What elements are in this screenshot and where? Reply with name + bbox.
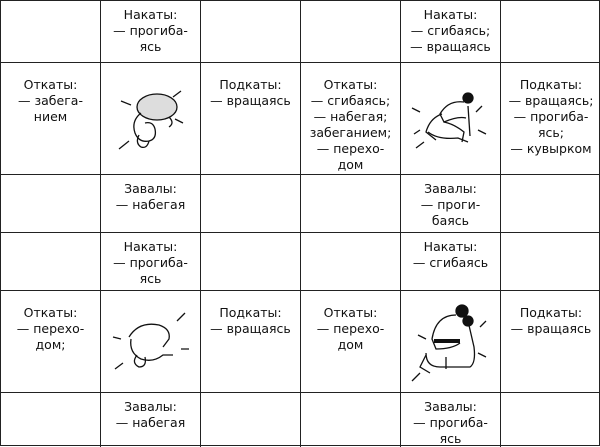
- figure-cell: [101, 63, 201, 175]
- wrestlers-top-figure: [406, 297, 496, 387]
- cell-text: Завалы: — проги- баясь: [420, 181, 481, 228]
- wrestlers-par-terre-figure: [406, 84, 496, 154]
- wrestler-rolled-figure: [111, 79, 191, 159]
- text-cell: [301, 63, 401, 175]
- text-cell: [401, 175, 501, 233]
- empty-cell: [301, 393, 401, 447]
- empty-cell: [1, 393, 101, 447]
- text-cell: [401, 233, 501, 291]
- cell-text: Подкаты: — вращаясь; — прогиба- ясь; — кувырком: [508, 77, 594, 156]
- figure-cell: [401, 291, 501, 393]
- cell-text: Подкаты: — вращаясь: [210, 305, 291, 336]
- text-cell: [101, 393, 201, 447]
- empty-cell: [501, 1, 600, 63]
- cell-text: Подкаты: — вращаясь: [510, 305, 592, 336]
- cell-text: Накаты: — прогиба- ясь: [113, 7, 188, 54]
- text-cell: [101, 1, 201, 63]
- empty-cell: [201, 393, 301, 447]
- cell-text: Завалы: — набегая: [115, 399, 186, 430]
- empty-cell: [301, 233, 401, 291]
- cell-text: Подкаты: — вращаясь: [210, 77, 291, 108]
- text-cell: [301, 291, 401, 393]
- cell-text: Накаты: — прогиба- ясь: [113, 239, 188, 286]
- empty-cell: [501, 233, 600, 291]
- text-cell: [101, 233, 201, 291]
- text-cell: [1, 63, 101, 175]
- figure-cell: [101, 291, 201, 393]
- cell-text: Откаты: — перехо- дом: [316, 305, 385, 352]
- cell-text: Откаты: — забега- нием: [18, 77, 83, 124]
- empty-cell: [301, 175, 401, 233]
- text-cell: [401, 1, 501, 63]
- text-cell: [201, 63, 301, 175]
- text-cell: [501, 63, 600, 175]
- cell-text: Завалы: — прогиба- ясь: [413, 399, 488, 446]
- text-cell: [101, 175, 201, 233]
- cell-text: Завалы: — набегая: [115, 181, 186, 212]
- empty-cell: [1, 175, 101, 233]
- wrestlers-ground-figure: [111, 307, 191, 377]
- cell-text: Накаты: — сгибаясь; — вращаясь: [410, 7, 491, 54]
- cell-text: Откаты: — перехо- дом;: [16, 305, 85, 352]
- empty-cell: [1, 1, 101, 63]
- text-cell: [1, 291, 101, 393]
- empty-cell: [1, 233, 101, 291]
- empty-cell: [501, 393, 600, 447]
- text-cell: [501, 291, 600, 393]
- figure-cell: [401, 63, 501, 175]
- cell-text: Откаты: — сгибаясь; — набегая; забеганием; — перехо- дом: [309, 77, 392, 172]
- empty-cell: [301, 1, 401, 63]
- empty-cell: [201, 175, 301, 233]
- empty-cell: [201, 233, 301, 291]
- text-cell: [401, 393, 501, 447]
- empty-cell: [201, 1, 301, 63]
- empty-cell: [501, 175, 600, 233]
- text-cell: [201, 291, 301, 393]
- cell-text: Накаты: — сгибаясь: [412, 239, 489, 270]
